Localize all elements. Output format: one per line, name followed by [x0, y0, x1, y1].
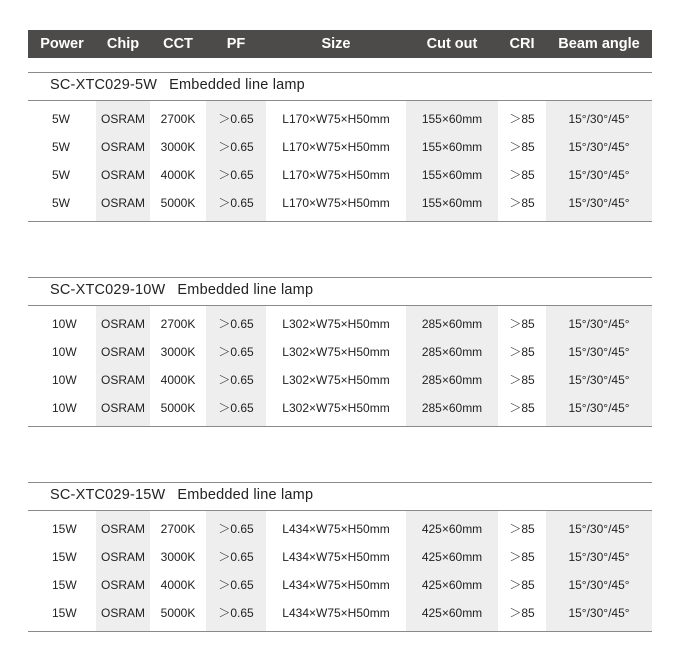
- table-row: [28, 571, 652, 599]
- cell-size: L434×W75×H50mm: [282, 522, 390, 536]
- cell-pf: ＞0.65: [218, 345, 254, 359]
- section-top-rule: [28, 277, 652, 278]
- cell-chip: OSRAM: [100, 112, 145, 126]
- cell-cutout: 425×60mm: [421, 522, 483, 536]
- cell-size: L434×W75×H50mm: [282, 578, 390, 592]
- section-model: SC-XTC029-10W: [50, 282, 166, 298]
- cell-cutout: 155×60mm: [421, 168, 483, 182]
- section-product-name: Embedded line lamp: [177, 282, 314, 298]
- header-power: Power: [40, 36, 84, 52]
- cell-size: L434×W75×H50mm: [282, 550, 390, 564]
- cell-size: L170×W75×H50mm: [282, 196, 390, 210]
- table-row: [28, 105, 652, 133]
- cell-chip: OSRAM: [100, 317, 145, 331]
- table-row: [28, 189, 652, 217]
- cell-cutout: 285×60mm: [421, 401, 483, 415]
- cell-power: 5W: [52, 168, 70, 182]
- cell-power: 5W: [52, 196, 70, 210]
- cell-cct: 2700K: [160, 522, 196, 536]
- section-10w: [28, 277, 652, 427]
- cell-chip: OSRAM: [100, 373, 145, 387]
- cell-cri: ＞85: [509, 112, 535, 126]
- cell-size: L302×W75×H50mm: [282, 345, 390, 359]
- section-model: SC-XTC029-5W: [50, 77, 158, 93]
- section-product-name: Embedded line lamp: [169, 77, 305, 93]
- cell-cutout: 155×60mm: [421, 140, 483, 154]
- section-product-name: Embedded line lamp: [177, 487, 314, 503]
- cell-cri: ＞85: [509, 196, 535, 210]
- cell-chip: OSRAM: [100, 196, 145, 210]
- cell-cri: ＞85: [509, 140, 535, 154]
- table-row: [28, 515, 652, 543]
- table-row: [28, 161, 652, 189]
- section-title: [50, 77, 305, 93]
- cell-size: L170×W75×H50mm: [282, 112, 390, 126]
- cell-pf: ＞0.65: [218, 196, 254, 210]
- cell-beam-angle: 15°/30°/45°: [568, 522, 630, 536]
- cell-chip: OSRAM: [100, 345, 145, 359]
- cell-cri: ＞85: [509, 550, 535, 564]
- cell-chip: OSRAM: [100, 168, 145, 182]
- cell-beam-angle: 15°/30°/45°: [568, 401, 630, 415]
- cell-cct: 4000K: [160, 578, 196, 592]
- cell-cct: 5000K: [160, 196, 196, 210]
- section-bottom-rule: [28, 631, 652, 632]
- cell-beam-angle: 15°/30°/45°: [568, 606, 630, 620]
- cell-beam-angle: 15°/30°/45°: [568, 578, 630, 592]
- cell-pf: ＞0.65: [218, 578, 254, 592]
- cell-pf: ＞0.65: [218, 606, 254, 620]
- cell-cct: 3000K: [160, 140, 196, 154]
- cell-power: 5W: [52, 112, 70, 126]
- cell-chip: OSRAM: [100, 140, 145, 154]
- table-row: [28, 310, 652, 338]
- cell-beam-angle: 15°/30°/45°: [568, 373, 630, 387]
- cell-pf: ＞0.65: [218, 522, 254, 536]
- table-row: [28, 133, 652, 161]
- header-cct: CCT: [163, 36, 193, 52]
- cell-cct: 5000K: [160, 401, 196, 415]
- header-beam-angle: Beam angle: [558, 36, 640, 52]
- cell-cutout: 425×60mm: [421, 578, 483, 592]
- cell-beam-angle: 15°/30°/45°: [568, 168, 630, 182]
- cell-cri: ＞85: [509, 522, 535, 536]
- header-chip: Chip: [106, 36, 140, 52]
- section-5w: [28, 72, 652, 222]
- header-size: Size: [321, 36, 351, 52]
- cell-pf: ＞0.65: [218, 373, 254, 387]
- cell-cri: ＞85: [509, 345, 535, 359]
- cell-cct: 3000K: [160, 345, 196, 359]
- cell-size: L170×W75×H50mm: [282, 140, 390, 154]
- cell-cct: 4000K: [160, 168, 196, 182]
- cell-cri: ＞85: [509, 373, 535, 387]
- table-row: [28, 394, 652, 422]
- cell-beam-angle: 15°/30°/45°: [568, 140, 630, 154]
- cell-cct: 3000K: [160, 550, 196, 564]
- cell-size: L302×W75×H50mm: [282, 373, 390, 387]
- cell-chip: OSRAM: [100, 550, 145, 564]
- section-bottom-rule: [28, 221, 652, 222]
- cell-cri: ＞85: [509, 606, 535, 620]
- cell-pf: ＞0.65: [218, 317, 254, 331]
- section-15w: [28, 482, 652, 632]
- table-row: [28, 338, 652, 366]
- header-pf: PF: [226, 36, 246, 52]
- cell-pf: ＞0.65: [218, 401, 254, 415]
- section-title: [50, 282, 313, 298]
- cell-beam-angle: 15°/30°/45°: [568, 345, 630, 359]
- cell-pf: ＞0.65: [218, 168, 254, 182]
- cell-size: L302×W75×H50mm: [282, 401, 390, 415]
- cell-chip: OSRAM: [100, 606, 145, 620]
- cell-power: 5W: [52, 140, 70, 154]
- cell-cutout: 425×60mm: [421, 550, 483, 564]
- cell-cct: 4000K: [160, 373, 196, 387]
- cell-beam-angle: 15°/30°/45°: [568, 550, 630, 564]
- cell-cutout: 425×60mm: [421, 606, 483, 620]
- cell-cri: ＞85: [509, 401, 535, 415]
- cell-size: L434×W75×H50mm: [282, 606, 390, 620]
- cell-cct: 2700K: [160, 112, 196, 126]
- cell-power: 15W: [52, 578, 77, 592]
- section-top-rule: [28, 72, 652, 73]
- cell-size: L302×W75×H50mm: [282, 317, 390, 331]
- table-row: [28, 543, 652, 571]
- cell-cct: 5000K: [160, 606, 196, 620]
- cell-pf: ＞0.65: [218, 550, 254, 564]
- cell-cutout: 155×60mm: [421, 196, 483, 210]
- cell-cri: ＞85: [509, 317, 535, 331]
- table-row: [28, 599, 652, 627]
- cell-power: 15W: [52, 606, 77, 620]
- cell-cri: ＞85: [509, 168, 535, 182]
- cell-cutout: 285×60mm: [421, 317, 483, 331]
- header-cri: CRI: [509, 36, 535, 52]
- cell-size: L170×W75×H50mm: [282, 168, 390, 182]
- cell-beam-angle: 15°/30°/45°: [568, 317, 630, 331]
- cell-chip: OSRAM: [100, 578, 145, 592]
- cell-power: 10W: [52, 373, 77, 387]
- cell-cct: 2700K: [160, 317, 196, 331]
- cell-power: 15W: [52, 522, 77, 536]
- cell-pf: ＞0.65: [218, 140, 254, 154]
- cell-chip: OSRAM: [100, 522, 145, 536]
- table-row: [28, 366, 652, 394]
- cell-power: 10W: [52, 317, 77, 331]
- cell-cri: ＞85: [509, 578, 535, 592]
- header-cutout: Cut out: [426, 36, 478, 52]
- section-title: [50, 487, 313, 503]
- section-top-rule: [28, 482, 652, 483]
- cell-cutout: 285×60mm: [421, 345, 483, 359]
- section-bottom-rule: [28, 426, 652, 427]
- cell-beam-angle: 15°/30°/45°: [568, 196, 630, 210]
- cell-cutout: 155×60mm: [421, 112, 483, 126]
- cell-chip: OSRAM: [100, 401, 145, 415]
- cell-power: 10W: [52, 401, 77, 415]
- cell-cutout: 285×60mm: [421, 373, 483, 387]
- cell-beam-angle: 15°/30°/45°: [568, 112, 630, 126]
- cell-pf: ＞0.65: [218, 112, 254, 126]
- cell-power: 15W: [52, 550, 77, 564]
- section-model: SC-XTC029-15W: [50, 487, 166, 503]
- cell-power: 10W: [52, 345, 77, 359]
- spec-table-header: [28, 30, 652, 58]
